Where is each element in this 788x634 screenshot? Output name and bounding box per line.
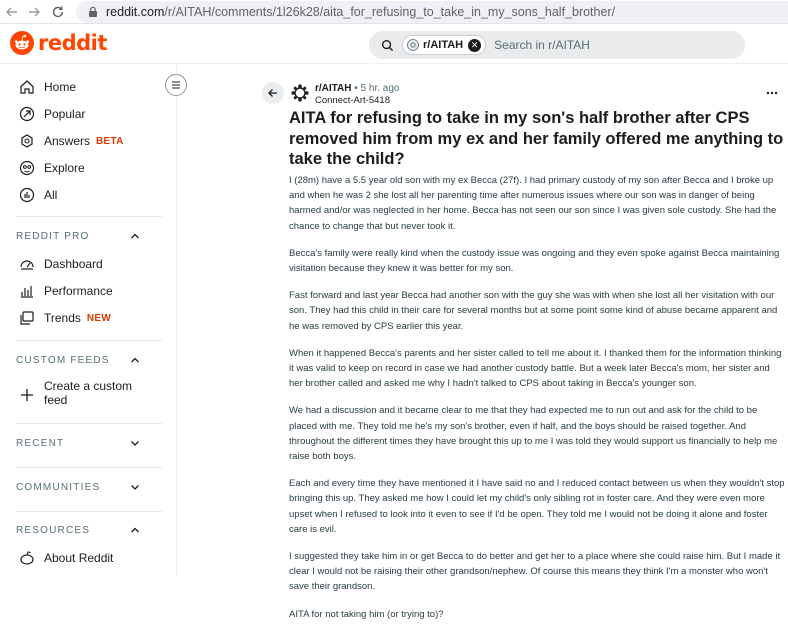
section-communities[interactable]: [16, 481, 141, 493]
collapse-sidebar-button[interactable]: [165, 74, 187, 96]
back-button[interactable]: [262, 82, 284, 104]
create-custom-feed-button[interactable]: [18, 379, 132, 407]
home-icon: [18, 78, 36, 96]
left-sidebar: [0, 64, 177, 576]
post-paragraph: Becca's family were really kind when the custody issue was ongoing and they even spoke against Becca maintaining visitation because they knew it was better for my son.: [289, 247, 780, 275]
section-title: REDDIT PRO: [16, 230, 90, 242]
browser-toolbar: [0, 0, 788, 24]
site-info-icon[interactable]: [86, 5, 100, 19]
sidebar-item-label: Explore: [44, 161, 85, 175]
post-paragraph: I (28m) have a 5.5 year old son with my ex Becca (27f). I had primary custody of my son after Becca and I broke up and when he was 2 she lost all her parenting time after numerous issues where our son was in danger of being harmed and/or was neglected in her home. Becca has not seen our son since I was given sole custody. She had the chance to change that but never took it.: [289, 175, 777, 232]
section-title: RECENT: [16, 437, 65, 449]
sidebar-item-label: Popular: [44, 107, 86, 121]
all-icon: [18, 186, 36, 204]
url-host: reddit.com: [106, 5, 165, 19]
chevron-down-icon: [129, 481, 141, 493]
sidebar-item-label: Dashboard: [44, 257, 103, 271]
sidebar-item-explore[interactable]: [18, 159, 85, 177]
sidebar-item-dashboard[interactable]: [18, 255, 103, 273]
post-body: [289, 173, 785, 634]
sidebar-item-performance[interactable]: [18, 282, 113, 300]
menu-icon: [170, 79, 182, 91]
search-icon: [381, 39, 394, 52]
section-title: RESOURCES: [16, 524, 91, 536]
explore-icon: [18, 159, 36, 177]
about-reddit-icon: [18, 549, 36, 567]
reddit-logo[interactable]: [10, 31, 107, 55]
sidebar-divider: [16, 423, 162, 424]
post-title: AITA for refusing to take in my son's half brother after CPS removed him from my ex and her family offered me anything to take the child?: [289, 109, 784, 168]
post-paragraph: We had a discussion and it became clear to me that they had expected me to run out and ask for the child to be placed with me. They told me he's my son's brother, even if half, and the boys should be raised together. And throughout the different times they have brought this up to me I was told they would support us financially to help me raise both boys.: [289, 405, 778, 463]
post-paragraph: AITA for not taking him (or trying to)?: [289, 608, 444, 620]
subreddit-icon: [407, 39, 419, 51]
sidebar-item-answers[interactable]: [18, 132, 124, 150]
post-paragraph: When it happened Becca's parents and her sister called to tell me about it. I thanked them for the information thinking it was valid to keep on record in case we had another custody battle. But a week later Becca's mom, her sister and her brother called and asked me why I hadn't talked to CPS about taking in Becca's younger son.: [289, 347, 782, 390]
create-feed-line2: feed: [44, 393, 68, 407]
post-meta: [315, 83, 399, 107]
sidebar-item-all[interactable]: [18, 186, 57, 204]
reddit-wordmark: reddit: [38, 31, 107, 55]
post-paragraph: Fast forward and last year Becca had another son with the guy she was with when she lost all her visitation with our son. They had this child in their care for several months but at some point some kind of abuse became apparent and he was removed by CPS earlier this year.: [289, 290, 778, 332]
sidebar-divider: [16, 511, 162, 512]
sidebar-item-label: Home: [44, 80, 77, 94]
site-header: [0, 24, 788, 64]
sidebar-item-trends[interactable]: [18, 309, 111, 327]
chevron-down-icon: [129, 437, 141, 449]
sidebar-item-about-reddit[interactable]: [18, 549, 113, 567]
sidebar-item-label: Trends: [44, 311, 81, 325]
create-custom-feed-label: [44, 379, 132, 407]
overflow-menu-icon: [766, 91, 778, 95]
search-chip-label: r/AITAH: [423, 39, 464, 51]
create-feed-line1: Create a custom: [44, 379, 133, 393]
sidebar-divider: [16, 340, 162, 341]
arrow-left-icon: [267, 87, 279, 99]
clear-chip-icon[interactable]: ✕: [468, 39, 481, 52]
plus-icon: [18, 386, 36, 404]
chevron-up-icon: [129, 230, 141, 242]
reload-icon[interactable]: [48, 2, 68, 22]
trends-icon: [18, 309, 36, 327]
dashboard-icon: [18, 255, 36, 273]
back-arrow-icon[interactable]: [2, 2, 22, 22]
subreddit-avatar-icon[interactable]: [290, 83, 310, 103]
popular-icon: [18, 105, 36, 123]
sidebar-item-label: Performance: [44, 284, 113, 298]
author-link[interactable]: Connect-Art-5418: [315, 95, 390, 106]
post-paragraph: I suggested they take him in or get Becca to do better and get her to a place where she could raise him. But I made it clear I would not be raising their other grandson/nephew. Of course this means they think I'm a monster who won't save their grandson.: [289, 551, 781, 593]
sidebar-item-label: All: [44, 188, 58, 202]
forward-arrow-icon[interactable]: [24, 2, 44, 22]
sidebar-divider: [16, 216, 162, 217]
section-title: CUSTOM FEEDS: [16, 354, 110, 366]
section-title: COMMUNITIES: [16, 481, 101, 493]
answers-icon: [18, 132, 36, 150]
search-scope-chip[interactable]: [402, 35, 486, 55]
new-badge: NEW: [86, 312, 112, 324]
address-bar[interactable]: [76, 1, 788, 23]
sidebar-item-label: Answers: [44, 134, 91, 148]
section-resources[interactable]: [16, 524, 141, 536]
sidebar-item-popular[interactable]: [18, 105, 85, 123]
sidebar-item-label: About Reddit: [44, 551, 114, 565]
more-options-button[interactable]: [766, 84, 778, 98]
chevron-up-icon: [129, 524, 141, 536]
post-paragraph: Each and every time they have mentioned it I have said no and I reduced contact between us when they wouldn't stop bringing this up. They asked me how I could let my child's only sibling rot in foster care. And they were even more upset when I refused to look into it even to see if I'd be open. They told me I would not be doing it alone and foster care is evil.: [289, 478, 785, 535]
sidebar-divider: [16, 467, 162, 468]
url-path: /r/AITAH/comments/1l26k28/aita_for_refusing_to_take_in_my_sons_half_brother/: [164, 5, 616, 19]
post-time: • 5 hr. ago: [354, 83, 400, 94]
performance-icon: [18, 282, 36, 300]
section-reddit-pro[interactable]: [16, 230, 141, 242]
search-input[interactable]: [494, 38, 694, 52]
reddit-snoo-icon: [10, 31, 34, 55]
section-custom-feeds[interactable]: [16, 354, 141, 366]
sidebar-item-home[interactable]: [18, 78, 76, 96]
chevron-up-icon: [129, 354, 141, 366]
subreddit-link[interactable]: r/AITAH: [315, 83, 352, 94]
beta-badge: BETA: [96, 135, 124, 147]
search-bar[interactable]: [369, 31, 745, 59]
section-recent[interactable]: [16, 437, 141, 449]
